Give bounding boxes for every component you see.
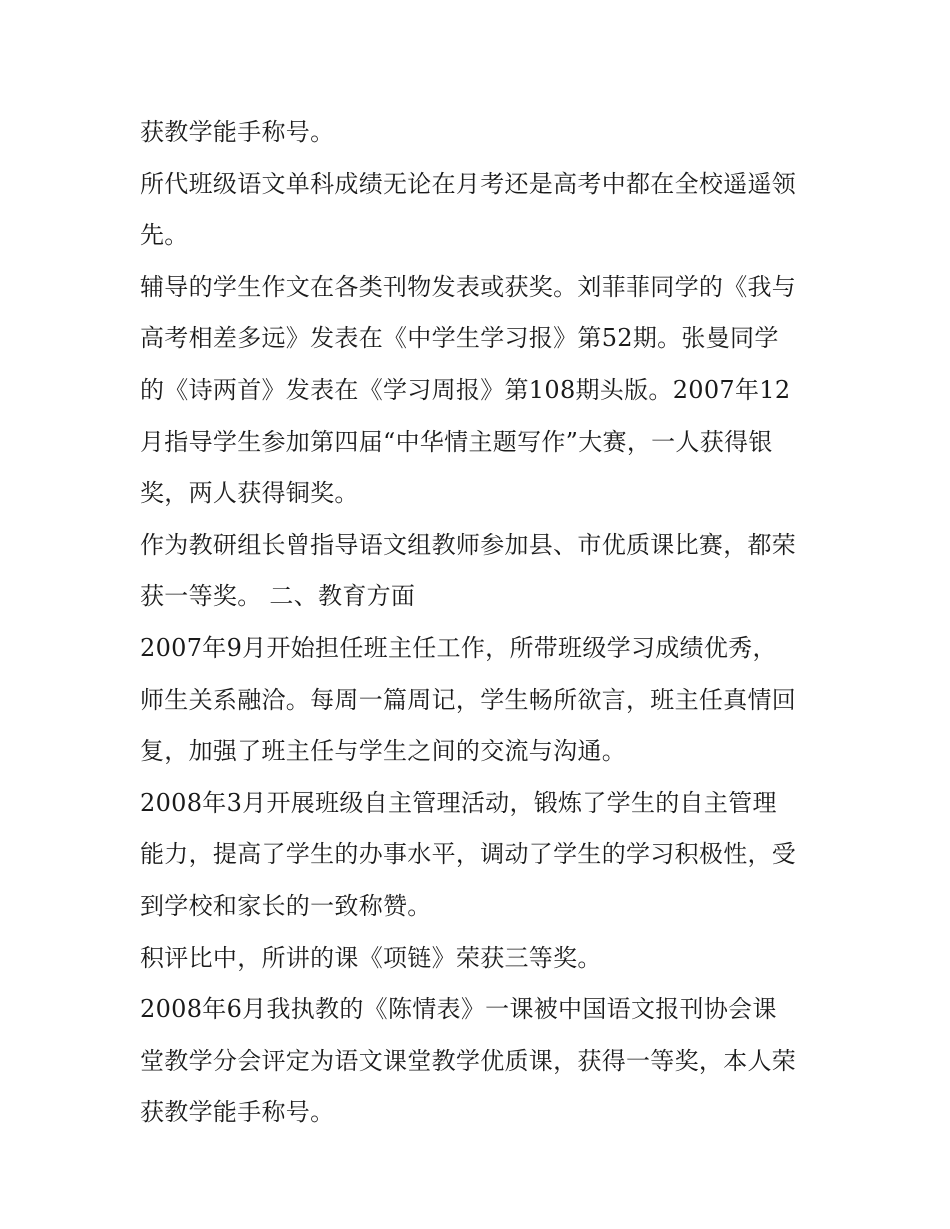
text-line: 2008年3月开展班级自主管理活动，锻炼了学生的自主管理 xyxy=(140,788,777,817)
text-line: 月指导学生参加第四届“中华情主题写作”大赛，一人获得银 xyxy=(140,427,773,456)
text-line: 积评比中，所讲的课《项链》荣获三等奖。 xyxy=(140,943,602,972)
text-line: 获教学能手称号。 xyxy=(140,1098,335,1127)
text-line: 获教学能手称号。 xyxy=(140,118,335,146)
text-line: 2007年9月开始担任班主任工作，所带班级学习成绩优秀， xyxy=(140,633,777,662)
text-line: 的《诗两首》发表在《学习周报》第108期头版。2007年12 xyxy=(140,375,791,404)
text-line: 到学校和家长的一致称赞。 xyxy=(140,891,432,920)
document-body xyxy=(140,107,820,1139)
text-line: 高考相差多远》发表在《中学生学习报》第52期。张曼同学 xyxy=(140,324,779,353)
text-line: 所代班级语文单科成绩无论在月考还是高考中都在全校遥遥领 xyxy=(140,169,797,198)
text-line: 师生关系融洽。每周一篇周记，学生畅所欲言，班主任真情回 xyxy=(140,685,797,714)
text-line: 先。 xyxy=(140,221,189,250)
text-line: 作为教研组长曾指导语文组教师参加县、市优质课比赛，都荣 xyxy=(140,530,797,559)
text-line: 复，加强了班主任与学生之间的交流与沟通。 xyxy=(140,737,626,766)
text-line: 堂教学分会评定为语文课堂教学优质课，获得一等奖，本人荣 xyxy=(140,1046,797,1075)
text-line: 获一等奖。 二、教育方面 xyxy=(140,582,416,611)
text-line: 能力，提高了学生的办事水平，调动了学生的学习积极性，受 xyxy=(140,840,797,869)
text-line: 2008年6月我执教的《陈情表》一课被中国语文报刊协会课 xyxy=(140,995,777,1024)
text-line: 奖，两人获得铜奖。 xyxy=(140,479,359,508)
text-line: 辅导的学生作文在各类刊物发表或获奖。刘菲菲同学的《我与 xyxy=(140,272,797,301)
